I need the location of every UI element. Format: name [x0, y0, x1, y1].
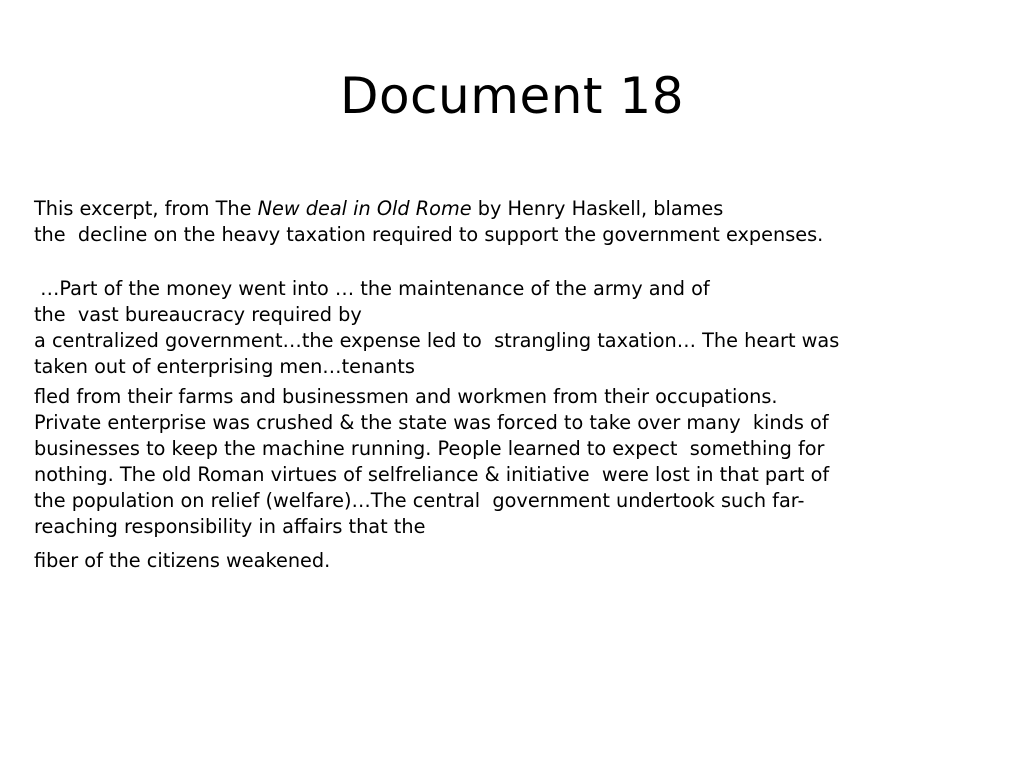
quote-p2-line-6: reaching responsibility in affairs that the — [34, 515, 426, 538]
quote-p2-line-4: nothing. The old Roman virtues of selfreliance & initiative were lost in that part of — [34, 463, 830, 486]
quote-line-1: …Part of the money went into … the maintenance of the army and of — [34, 277, 710, 300]
quote-p2-line-3: businesses to keep the machine running. People learned to expect something for — [34, 437, 825, 460]
slide-body — [34, 196, 994, 574]
quote-p2-line-2: Private enterprise was crushed & the state was forced to take over many kinds of — [34, 411, 829, 434]
quote-line-2: the vast bureaucracy required by — [34, 303, 362, 326]
quote-paragraph-2 — [34, 384, 994, 540]
quote-line-3: a centralized government…the expense led to strangling taxation… The heart was — [34, 329, 840, 352]
book-title: New deal in Old Rome — [257, 197, 472, 220]
slide-title: Document 18 — [339, 67, 685, 125]
quote-p3-line-1: fiber of the citizens weakened. — [34, 549, 331, 572]
intro-text-before-title: This excerpt, from The — [34, 197, 258, 220]
quote-p2-line-1: fled from their farms and businessmen and workmen from their occupations. — [34, 385, 778, 408]
intro-paragraph — [34, 196, 994, 248]
quote-p2-line-5: the population on relief (welfare)…The central government undertook such far- — [34, 489, 805, 512]
quote-line-4: taken out of enterprising men…tenants — [34, 355, 415, 378]
intro-text-line1-after: by Henry Haskell, blames — [471, 197, 724, 220]
quote-paragraph-1 — [34, 276, 994, 380]
intro-text-line2: the decline on the heavy taxation required to support the government expenses. — [34, 223, 824, 246]
quote-paragraph-3 — [34, 548, 994, 574]
